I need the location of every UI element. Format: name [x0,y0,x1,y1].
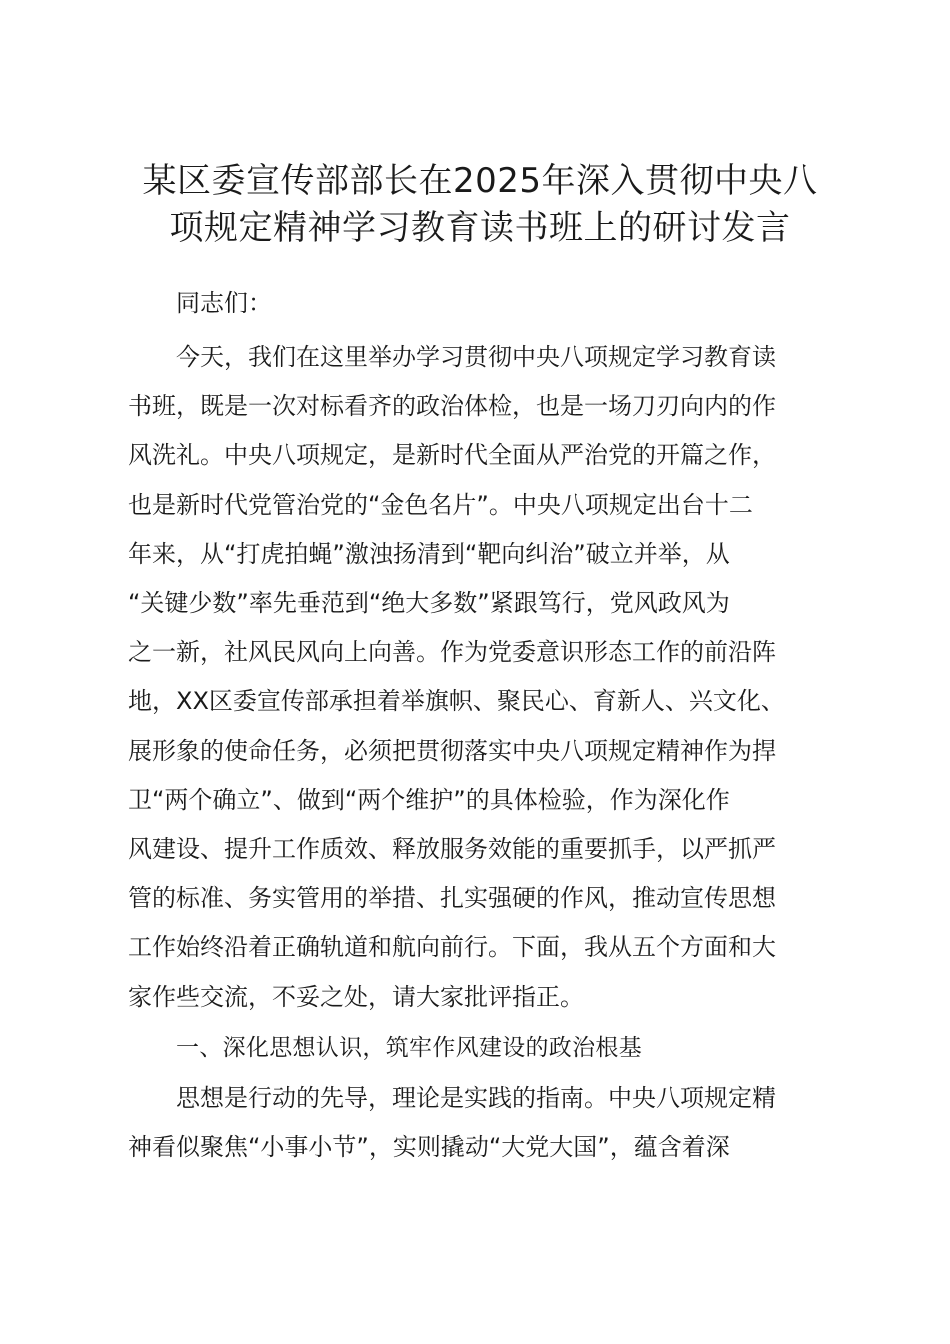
paragraph-intro [128,333,832,1022]
paragraph-line: 也是新时代党管治党的“金色名片”。中央八项规定出台十二 [128,490,753,519]
section-heading-1: 一、深化思想认识，筑牢作风建设的政治根基 [176,1034,642,1061]
title-line-1: 某区委宣传部部长在2025年深入贯彻中央八 [142,161,818,201]
paragraph-line: “关键少数”率先垂范到“绝大多数”紧跟笃行，党风政风为 [128,589,730,618]
paragraph-line: 思想是行动的先导，理论是实践的指南。中央八项规定精 [176,1083,776,1112]
document-body [128,281,832,1172]
paragraph-line: 管的标准、务实管用的举措、扎实强硬的作风，推动宣传思想 [128,884,776,913]
paragraph-line: 今天，我们在这里举办学习贯彻中央八项规定学习教育读 [176,343,776,371]
paragraph-line: 风建设、提升工作质效、释放服务效能的重要抓手，以严抓严 [128,835,776,864]
paragraph-line: 风洗礼。中央八项规定，是新时代全面从严治党的开篇之作， [128,441,776,470]
paragraph-line: 展形象的使命任务，必须把贯彻落实中央八项规定精神作为捍 [128,736,776,765]
paragraph-line: 神看似聚焦“小事小节”，实则撬动“大党大国”，蕴含着深 [128,1133,730,1162]
paragraph-line: 地，XX区委宣传部承担着举旗帜、聚民心、育新人、兴文化、 [128,687,785,716]
greeting: 同志们： [176,289,272,317]
document-title [110,158,850,252]
paragraph-line: 书班，既是一次对标看齐的政治体检，也是一场刀刃向内的作 [128,392,776,421]
paragraph-line: 工作始终沿着正确轨道和航向前行。下面，我从五个方面和大 [128,933,776,962]
paragraph-line: 之一新，社风民风向上向善。作为党委意识形态工作的前沿阵 [128,638,776,667]
paragraph-line: 卫“两个确立”、做到“两个维护”的具体检验，作为深化作 [128,785,730,814]
title-line-2: 项规定精神学习教育读书班上的研讨发言 [169,208,791,248]
paragraph-line: 家作些交流，不妥之处，请大家批评指正。 [128,982,584,1011]
paragraph-line: 年来，从“打虎拍蝇”激浊扬清到“靶向纠治”破立并举，从 [128,539,730,568]
paragraph-section-1 [128,1074,832,1172]
